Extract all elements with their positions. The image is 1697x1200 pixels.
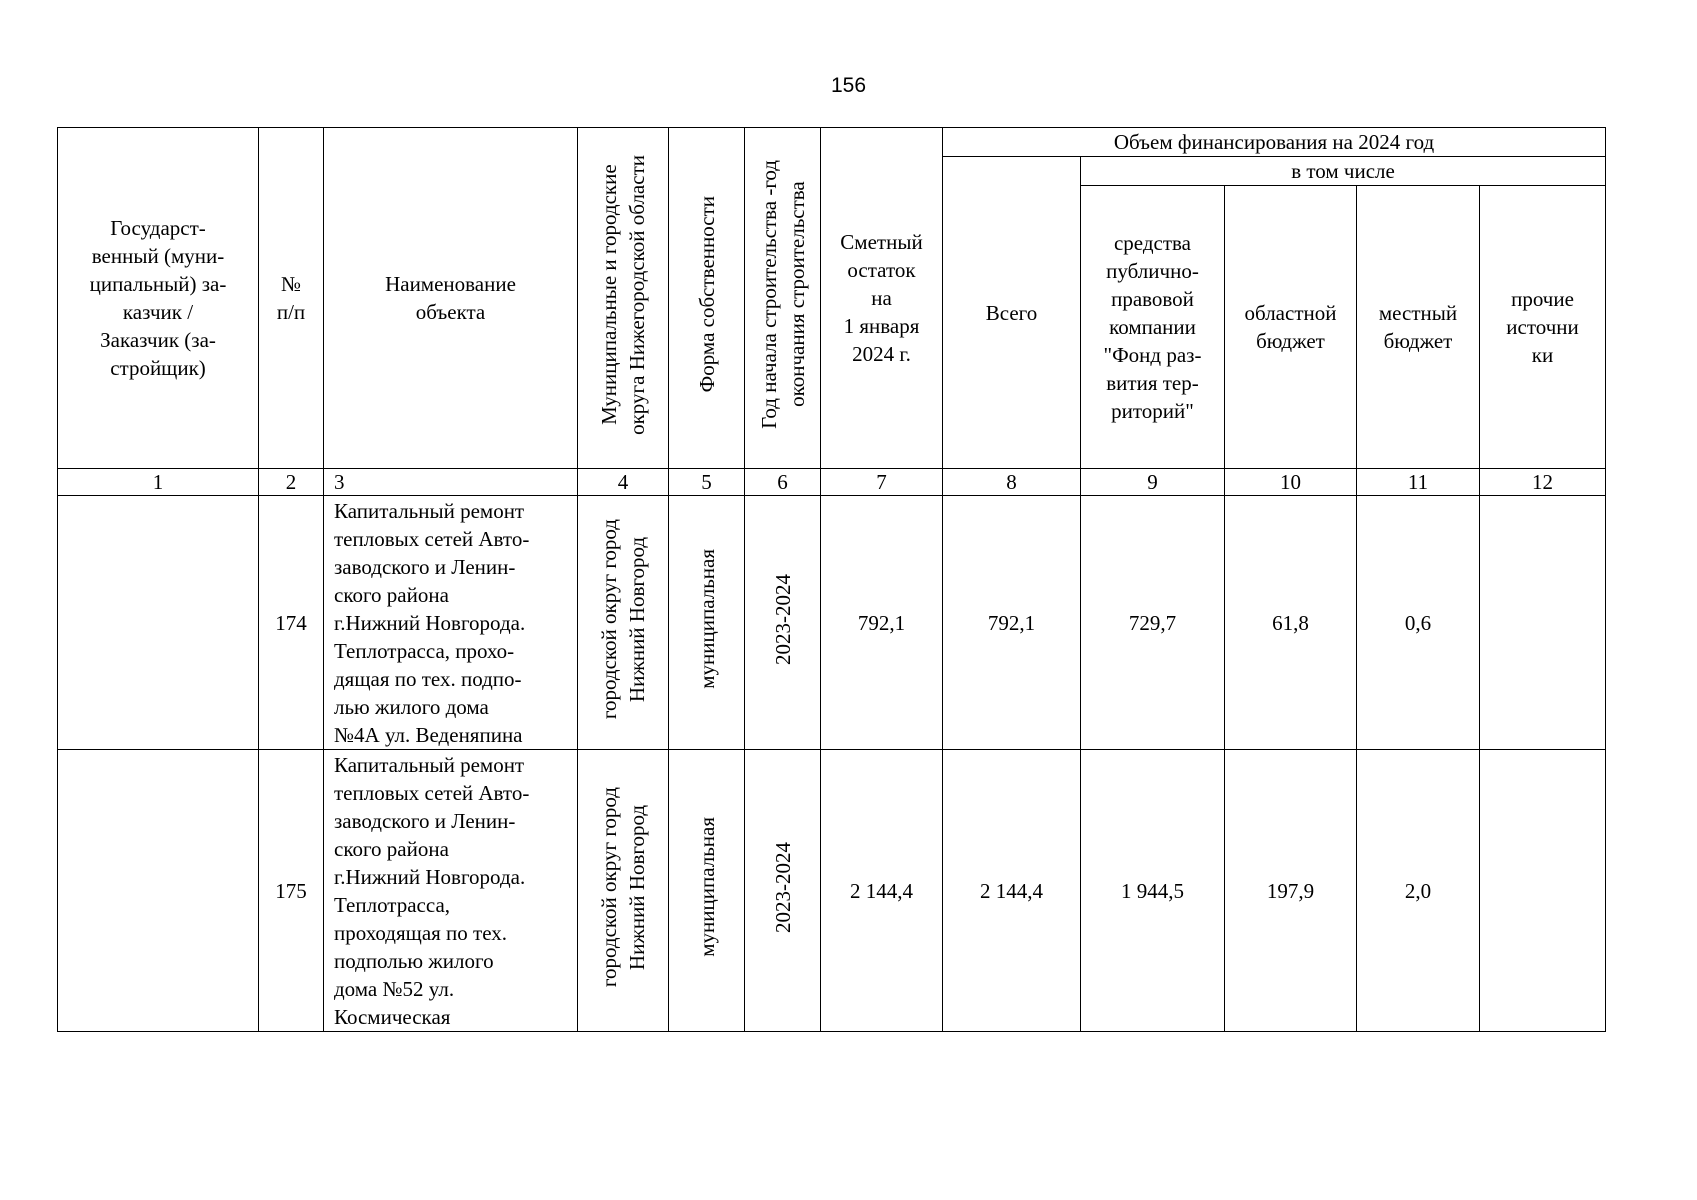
cell-total: 2 144,4: [943, 750, 1081, 1032]
header-fund: средства публично- правовой компании "Фонд раз- вития тер- риторий": [1081, 186, 1225, 469]
cell-years: 2023-2024: [745, 496, 821, 750]
cell-fund: 729,7: [1081, 496, 1225, 750]
table-row: [58, 750, 1606, 1032]
header-years: Год начала строительства -год окончания строительства: [745, 128, 821, 469]
column-number: 4: [578, 469, 669, 496]
header-object-name: Наименование объекта: [324, 128, 578, 469]
cell-ownership: муниципальная: [669, 750, 745, 1032]
header-other: прочие источни ки: [1480, 186, 1606, 469]
column-number: 7: [821, 469, 943, 496]
column-number: 1: [58, 469, 259, 496]
column-number: 6: [745, 469, 821, 496]
cell-row-no: 174: [259, 496, 324, 750]
header-local: местный бюджет: [1357, 186, 1480, 469]
header-funding-group: Объем финансирования на 2024 год: [943, 128, 1606, 157]
header-including: в том числе: [1081, 157, 1606, 186]
cell-fund: 1 944,5: [1081, 750, 1225, 1032]
cell-other: [1480, 750, 1606, 1032]
header-row-no: № п/п: [259, 128, 324, 469]
header-regional: областной бюджет: [1225, 186, 1357, 469]
column-number: 10: [1225, 469, 1357, 496]
cell-municipality: городской округ город Нижний Новгород: [578, 496, 669, 750]
column-number: 3: [324, 469, 578, 496]
header-estimate-remaining: Сметный остаток на 1 января 2024 г.: [821, 128, 943, 469]
cell-local: 2,0: [1357, 750, 1480, 1032]
header-ownership: Форма собственности: [669, 128, 745, 469]
column-number: 5: [669, 469, 745, 496]
column-number: 2: [259, 469, 324, 496]
investment-table: [57, 127, 1606, 1032]
cell-municipality: городской округ город Нижний Новгород: [578, 750, 669, 1032]
cell-ownership: муниципальная: [669, 496, 745, 750]
header-customer: Государст- венный (муни- ципальный) за- казчик / Заказчик (за- стройщик): [58, 128, 259, 469]
column-number: 12: [1480, 469, 1606, 496]
header-municipality: Муниципальные и городские округа Нижегородской области: [578, 128, 669, 469]
cell-local: 0,6: [1357, 496, 1480, 750]
column-number: 11: [1357, 469, 1480, 496]
cell-regional: 61,8: [1225, 496, 1357, 750]
page-number: 156: [830, 74, 867, 97]
column-number: 9: [1081, 469, 1225, 496]
header-total: Всего: [943, 157, 1081, 469]
table-row: [58, 496, 1606, 750]
cell-estimate: 792,1: [821, 496, 943, 750]
cell-customer: [58, 750, 259, 1032]
column-number-row: [58, 469, 1606, 496]
cell-other: [1480, 496, 1606, 750]
cell-regional: 197,9: [1225, 750, 1357, 1032]
cell-object-name: Капитальный ремонт тепловых сетей Авто- заводского и Ленин- ского района г.Нижний Новгорода. Теплотрасса, проходящая по тех. подполью жилого дома №52 ул. Космическая: [324, 750, 578, 1032]
cell-object-name: Капитальный ремонт тепловых сетей Авто- заводского и Ленин- ского района г.Нижний Новгорода. Теплотрасса, прохо- дящая по тех. подпо- лью жилого дома №4А ул. Веденяпина: [324, 496, 578, 750]
cell-estimate: 2 144,4: [821, 750, 943, 1032]
cell-row-no: 175: [259, 750, 324, 1032]
column-number: 8: [943, 469, 1081, 496]
cell-years: 2023-2024: [745, 750, 821, 1032]
cell-customer: [58, 496, 259, 750]
cell-total: 792,1: [943, 496, 1081, 750]
